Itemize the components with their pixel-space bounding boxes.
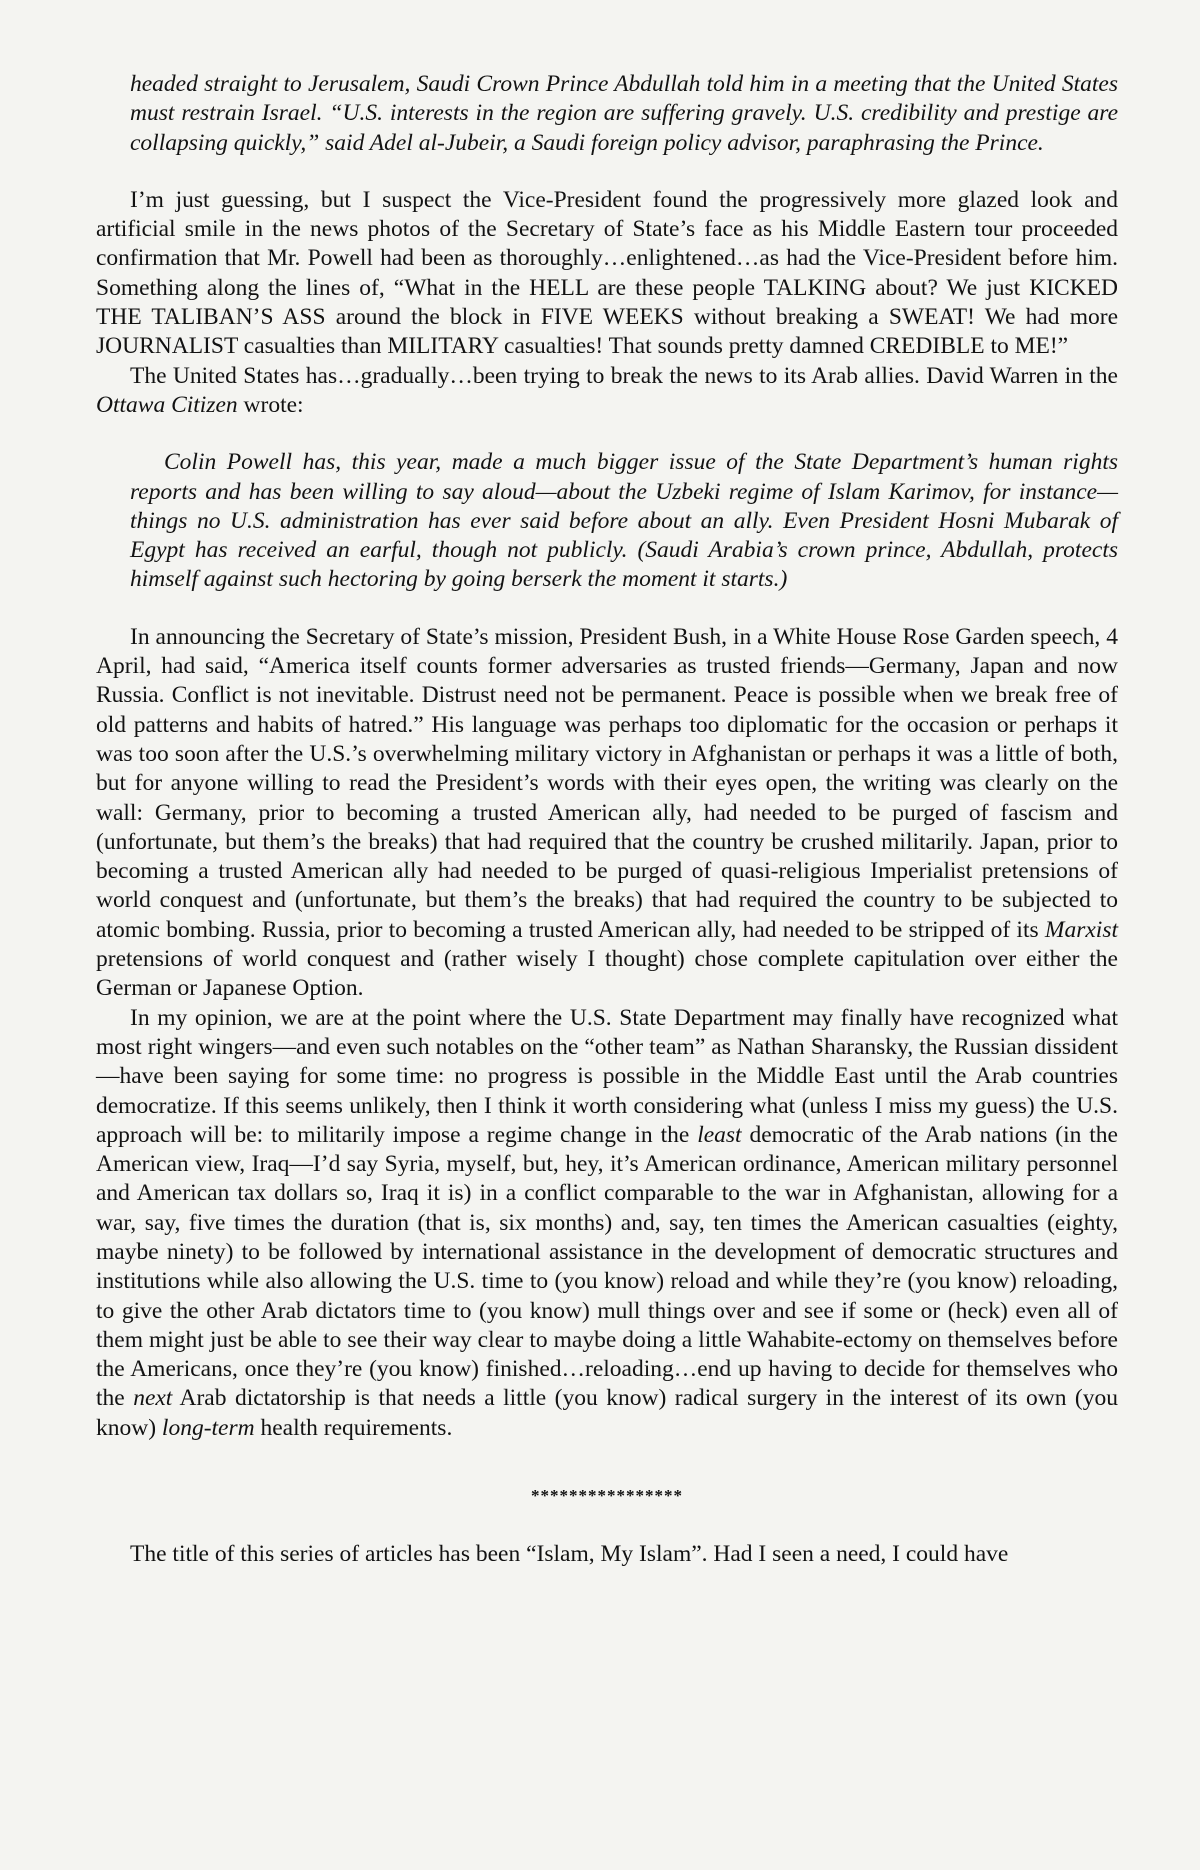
paragraph-text: In my opinion, we are at the point where the U.S. State Department may finally have recognized what most right wingers—and even such notables on the “other team” as Nathan Sharansky, the Russian dissident—have been saying for some time: no progress is possible in the Middle East until the Arab countries democratize. If this seems unlikely, then I think it worth considering what (unless I miss my guess) the U.S. approach will be: to militarily impose a regime change in the (96, 1004, 1118, 1148)
emphasis-text: next (133, 1385, 173, 1412)
paragraph-break-news (96, 362, 1118, 421)
block-quote-warren: Colin Powell has, this year, made a much bigger issue of the State Department’s human rights reports and has been willing to say aloud—about the Uzbeki regime of Islam Karimov, for instance—things no U.S. administration has ever said before about an ally. Even President Hosni Mubarak of Egypt has received an earful, though not publicly. (Saudi Arabia’s crown prince, Abdullah, protects himself against such hectoring by going berserk the moment it starts.) (130, 449, 1118, 593)
paragraph-text: pretensions of world conquest and (rather wisely I thought) chose complete capitulation over either the German or Japanese Option. (96, 946, 1118, 1002)
paragraph-text: health requirements. (254, 1414, 453, 1441)
spacer (96, 158, 1118, 186)
emphasis-text: least (697, 1121, 742, 1148)
paragraph-vice-president: I’m just guessing, but I suspect the Vice-President found the progressively more glazed look and artificial smile in the news photos of the Secretary of State’s face as his Middle Eastern tour proceeded confirmation that Mr. Powell had been as thoroughly…enlightened…as had the Vice-President before him. Something along the lines of, “What in the HELL are these people TALKING about? We just KICKED THE TALIBAN’S ASS around the block in FIVE WEEKS without breaking a SWEAT! We had more JOURNALIST casualties than MILITARY casualties! That sounds pretty damned CREDIBLE to ME!” (96, 186, 1118, 360)
spacer (96, 595, 1118, 623)
paragraph-text: Arab dictatorship is that needs a little (you know) radical surgery in the interest of its own (you know) (96, 1385, 1118, 1441)
newspaper-title: Ottawa Citizen (96, 391, 238, 418)
paragraph-text: democratic of the Arab nations (in the American view, Iraq—I’d say Syria, myself, but, hey, it’s American ordinance, American military personnel and American tax dollars so, Iraq it is) in a conflict comparable to the war in Afghanistan, allowing for a war, say, five times the duration (that is, six months) and, say, ten times the American casualties (eighty, maybe ninety) to be followed by international assistance in the development of democratic structures and institutions while also allowing the U.S. time to (you know) reload and while they’re (you know) reloading, to give the other Arab dictators time to (you know) mull things over and see if some or (heck) even all of them might just be able to see their way clear to maybe doing a little Wahabite-ectomy on themselves before the Americans, once they’re (you know) finished…reloading…end up having to decide for themselves who the (96, 1121, 1118, 1412)
emphasis-text: Marxist (1044, 916, 1118, 943)
block-quote-saudi: headed straight to Jerusalem, Saudi Crown Prince Abdullah told him in a meeting that the United States must restrain Israel. “U.S. interests in the region are suffering gravely. U.S. credibility and prestige are collapsing quickly,” said Adel al-Jubeir, a Saudi foreign policy advisor, paraphrasing the Prince. (130, 71, 1118, 156)
paragraph-text: wrote: (237, 391, 304, 418)
paragraph-bush-speech (96, 623, 1118, 1004)
paragraph-text: In announcing the Secretary of State’s mission, President Bush, in a White House Rose Garden speech, 4 April, had said, “America itself counts former adversaries as trusted friends—Germany, Japan and now Russia. Conflict is not inevitable. Distrust need not be permanent. Peace is possible when we break free of old patterns and habits of hatred.” His language was perhaps too diplomatic for the occasion or perhaps it was too soon after the U.S.’s overwhelming military victory in Afghanistan or perhaps it was a little of both, but for anyone willing to read the President’s words with their eyes open, the writing was clearly on the wall: Germany, prior to becoming a trusted American ally, had needed to be purged of fascism and (unfortunate, but them’s the breaks) that had required that the country be crushed militarily. Japan, prior to becoming a trusted American ally had needed to be purged of quasi-religious Imperialist pretensions of world conquest and (unfortunate, but them’s the breaks) that had required the country to be subjected to atomic bombing. Russia, prior to becoming a trusted American ally, had needed to be stripped of its (96, 623, 1118, 943)
paragraph-text: The United States has…gradually…been trying to break the news to its Arab allies. David Warren in the (130, 362, 1118, 389)
paragraph-opinion (96, 1004, 1118, 1443)
paragraph-series-title: The title of this series of articles has been “Islam, My Islam”. Had I seen a need, I could have (130, 1541, 1009, 1568)
emphasis-text: long-term (161, 1414, 255, 1441)
section-separator: **************** (531, 1486, 683, 1506)
